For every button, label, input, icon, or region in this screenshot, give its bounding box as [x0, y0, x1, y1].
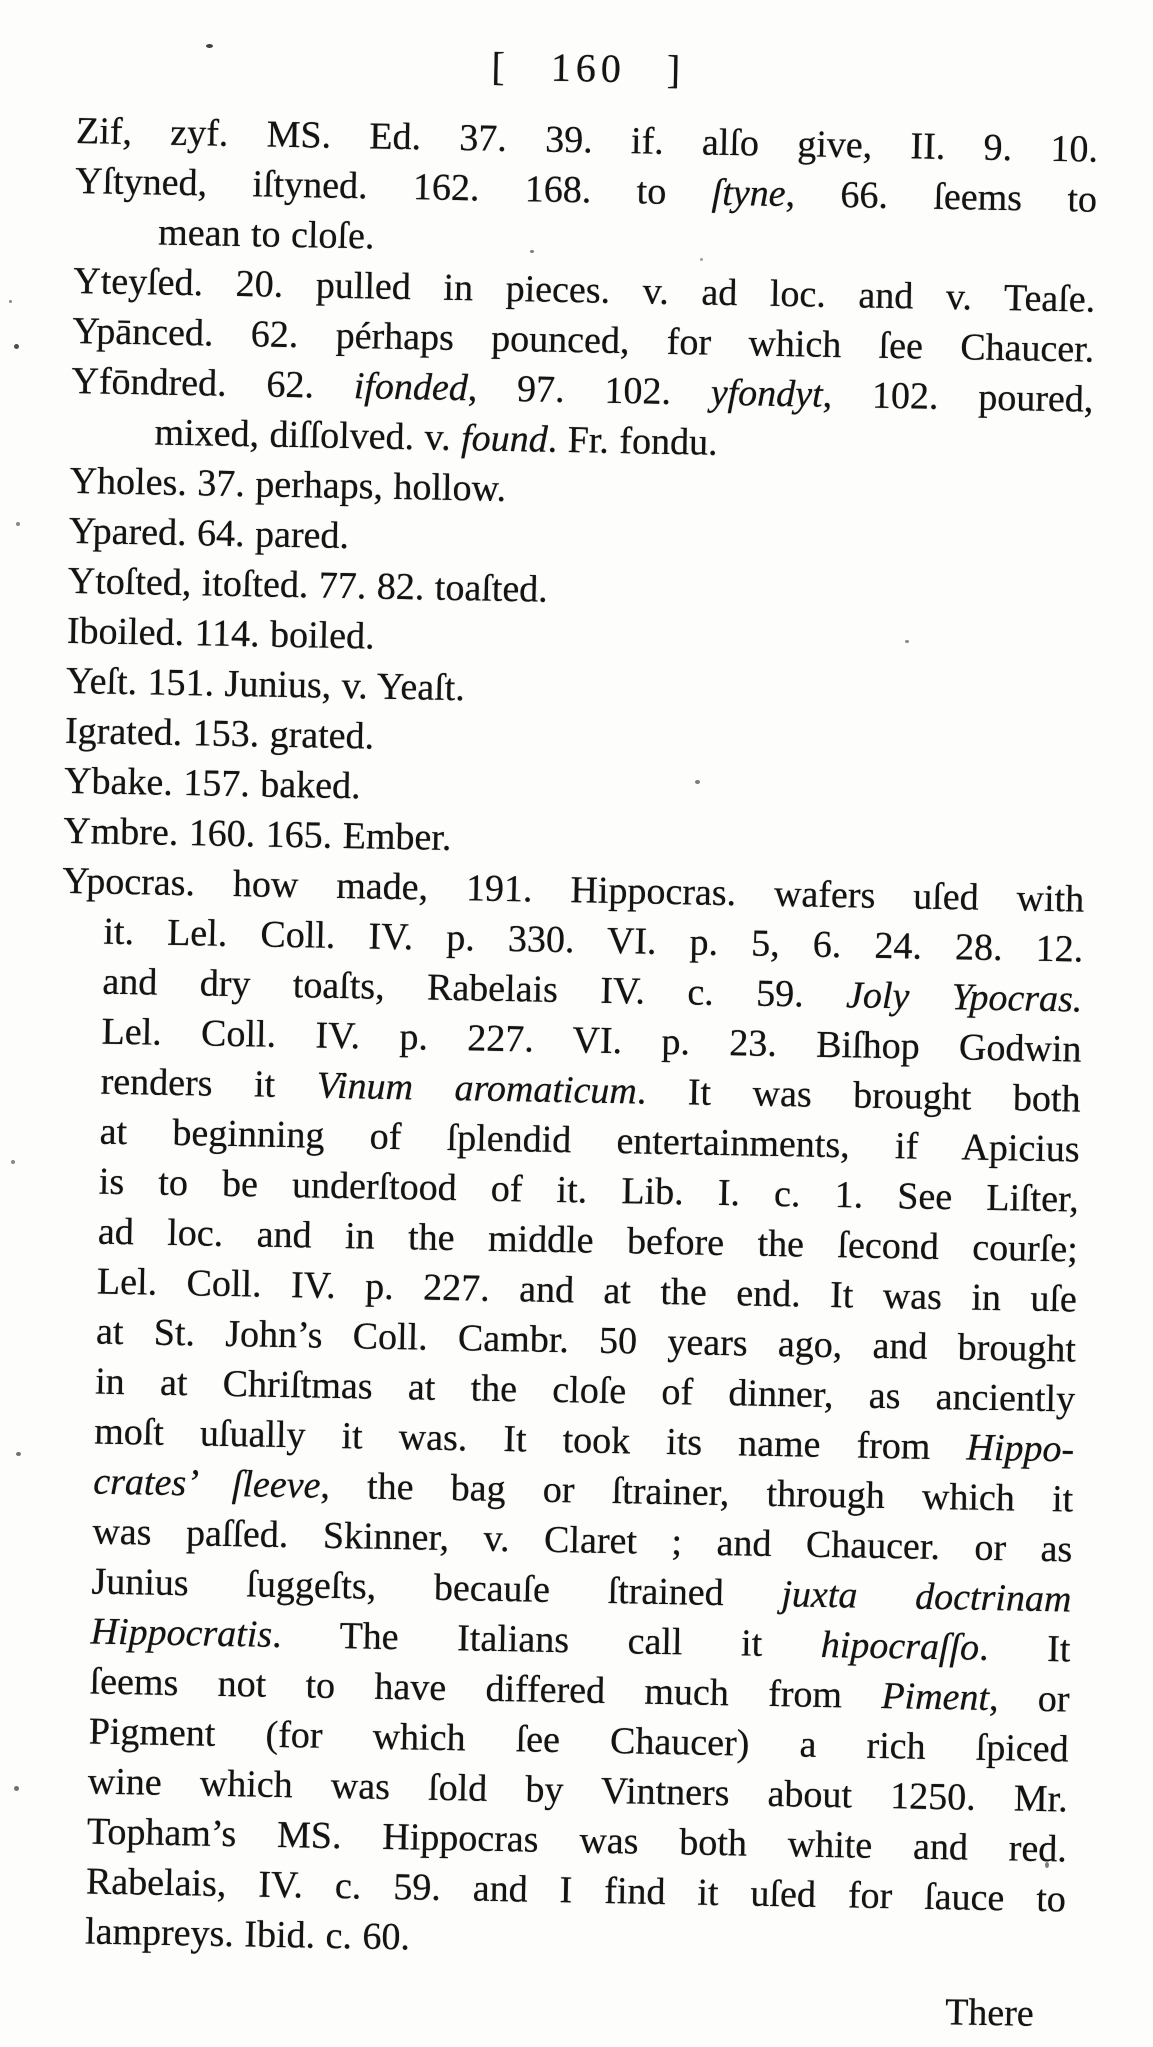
text: , or — [988, 1676, 1070, 1721]
text: Lel. Coll. IV. p. 227. VI. p. 23. Biſhop Godwin — [101, 1010, 1082, 1071]
text: Zif, zyf. MS. Ed. 37. 39. if. alſo give, II. 9. 10. — [75, 109, 1099, 171]
scan-speck — [9, 300, 12, 303]
text: mean to cloſe. — [157, 211, 375, 258]
text: was paſſed. Skinner, v. Claret ; and Chaucer. or as — [92, 1510, 1073, 1571]
italic-text: Hippocratis — [90, 1610, 273, 1656]
italic-text: ifonded — [353, 365, 469, 410]
page-content — [41, 28, 1099, 2040]
text: at beginning of ſplendid entertainments, if Apicius — [99, 1110, 1081, 1171]
text: Pigment (for which ſee Chaucer) a rich ſpiced — [88, 1710, 1070, 1771]
text: it. Lel. Coll. IV. p. 330. VI. p. 5, 6. 24. 28. 12. — [103, 910, 1084, 971]
text: Yholes. 37. perhaps, hollow. — [69, 459, 507, 510]
text: . The Italians call it — [271, 1613, 822, 1666]
italic-text: hipocraſſo — [820, 1623, 980, 1669]
italic-text: yfondyt — [710, 371, 824, 416]
text: in at Chriſtmas at the cloſe of dinner, as anciently — [94, 1360, 1076, 1421]
text: Topham’s MS. Hippocras was both white and red. — [86, 1810, 1068, 1871]
text: , 102. poured, — [822, 373, 1094, 421]
text: , the bag or ſtrainer, through which it — [320, 1464, 1074, 1521]
text: mixed, diſſolved. v. — [154, 411, 462, 460]
text: wine which was ſold by Vintners about 1250. Mr. — [87, 1760, 1069, 1821]
text: Yeſt. 151. Junius, v. Yeaſt. — [65, 659, 466, 710]
text: . Fr. fondu. — [547, 418, 718, 464]
text: at St. John’s Coll. Cambr. 50 years ago, and brought — [95, 1310, 1077, 1371]
text: . It — [978, 1626, 1071, 1671]
text: is to be underſtood of it. Lib. I. c. 1. See Liſter, — [98, 1160, 1080, 1221]
text: . It was brought both — [636, 1070, 1081, 1121]
italic-text: found — [460, 417, 549, 461]
text: Yſtyned, iſtyned. 162. 168. to — [74, 159, 713, 214]
italic-text: crates’ ſleeve — [92, 1460, 321, 1507]
scan-speck — [14, 1786, 19, 1791]
text: lampreys. Ibid. c. 60. — [84, 1910, 411, 1959]
italic-text: Joly Ypocras. — [845, 974, 1083, 1021]
italic-text: Hippo- — [966, 1426, 1075, 1471]
glossary-entries — [43, 106, 1099, 1974]
text: Ytoſted, itoſted. 77. 82. toaſted. — [67, 559, 549, 611]
text: Junius ſuggeſts, becauſe ſtrained — [91, 1560, 782, 1616]
text: Ybake. 157. baked. — [63, 759, 361, 808]
scan-speck — [16, 522, 20, 526]
scan-speck — [11, 1160, 15, 1164]
text: Iboiled. 114. boiled. — [66, 609, 376, 658]
italic-text: ſtyne — [711, 171, 786, 215]
scan-speck — [16, 1452, 21, 1456]
catchword: There — [944, 1991, 1035, 2035]
italic-text: juxta doctrinam — [781, 1573, 1072, 1621]
text: ad loc. and in the middle before the ſecond courſe; — [97, 1210, 1079, 1271]
text: Lel. Coll. IV. p. 227. and at the end. It was in uſe — [96, 1260, 1078, 1321]
catchword-row — [41, 1970, 1064, 2041]
italic-text: Vinum aromaticum — [316, 1064, 638, 1113]
italic-text: Piment — [881, 1675, 990, 1719]
text: Ypocras. how made, 191. Hippocras. wafers uſed with — [61, 859, 1085, 921]
scan-speck — [14, 344, 19, 349]
text: Yteyſed. 20. pulled in pieces. v. ad loc. and v. Teaſe. — [72, 259, 1096, 321]
text: Rabelais, IV. c. 59. and I find it uſed for ſauce to — [85, 1860, 1067, 1921]
text: ſeems not to have differed much from — [89, 1660, 882, 1717]
text: moſt uſually it was. It took its name from — [93, 1410, 967, 1469]
text: Ypared. 64. pared. — [68, 509, 350, 558]
text: and dry toaſts, Rabelais IV. c. 59. — [102, 960, 847, 1017]
text: Ypānced. 62. pérhaps pounced, for which ſee Chaucer. — [72, 309, 1095, 371]
page-number-header: [ 160 ] — [491, 43, 686, 93]
text: , 66. ſeems to — [785, 172, 1098, 221]
text: Igrated. 153. grated. — [64, 709, 375, 758]
text: Ymbre. 160. 165. Ember. — [62, 809, 452, 859]
text: renders it — [100, 1060, 318, 1107]
text: , 97. 102. — [467, 367, 712, 414]
text: Yfōndred. 62. — [71, 359, 355, 408]
